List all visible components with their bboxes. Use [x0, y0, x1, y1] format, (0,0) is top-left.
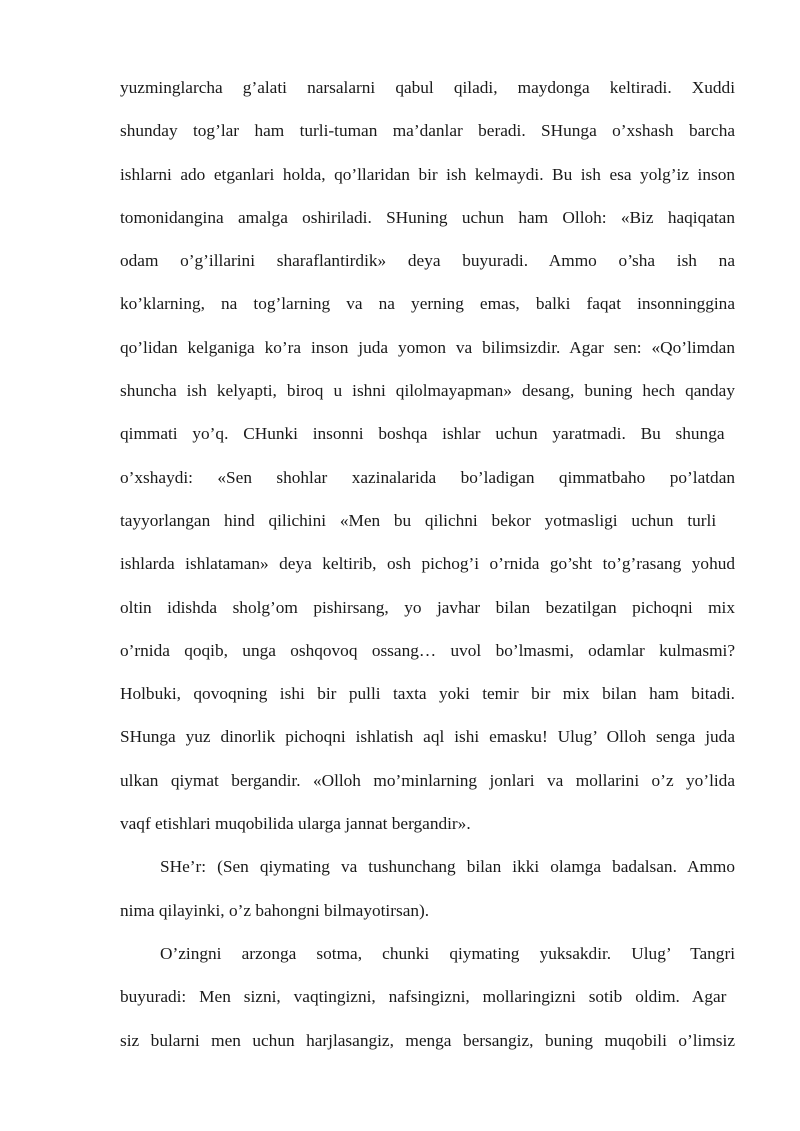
text-line: ulkan qiymat bergandir. «Olloh mo’minlarning jonlari va mollarini o’z yo’lida: [120, 770, 735, 790]
text-line: vaqf etishlari muqobilida ularga jannat bergandir».: [120, 814, 471, 834]
text-line: tomonidangina amalga oshiriladi. SHuning uchun ham Olloh: «Biz haqiqatan: [120, 207, 735, 227]
text-line: shuncha ish kelyapti, biroq u ishni qilolmayapman» desang, buning hech qanday: [120, 381, 735, 401]
text-line: oltin idishda sholg’om pishirsang, yo javhar bilan bezatilgan pichoqni mix: [120, 597, 735, 617]
text-line: ishlarda ishlataman» deya keltirib, osh pichog’i o’rnida go’sht to’g’rasang yohud: [120, 554, 735, 574]
text-line: o’xshaydi: «Sen shohlar xazinalarida bo’ladigan qimmatbaho po’latdan: [120, 467, 735, 487]
text-line: yuzminglarcha g’alati narsalarni qabul qiladi, maydonga keltiradi. Xuddi: [120, 78, 735, 97]
text-line: odam o’g’illarini sharaflantirdik» deya buyuradi. Ammo o’sha ish na: [120, 251, 735, 271]
text-line: shunday tog’lar ham turli-tuman ma’danlar beradi. SHunga o’xshash barcha: [120, 121, 735, 141]
text-line: qimmati yo’q. CHunki insonni boshqa ishlar uchun yaratmadi. Bu shunga: [120, 424, 725, 444]
text-line: siz bularni men uchun harjlasangiz, menga bersangiz, buning muqobili o’limsiz: [120, 1030, 735, 1050]
text-line: SHe’r: (Sen qiymating va tushunchang bilan ikki olamga badalsan. Ammo: [160, 857, 735, 877]
text-line: nima qilayinki, o’z bahongni bilmayotirsan).: [120, 900, 430, 920]
text-line: buyuradi: Men sizni, vaqtingizni, nafsingizni, mollaringizni sotib oldim. Agar: [120, 987, 727, 1007]
text-line: ishlarni ado etganlari holda, qo’llaridan bir ish kelmaydi. Bu ish esa yolg’iz inson: [120, 164, 735, 184]
text-line: ko’klarning, na tog’larning va na yerning emas, balki faqat insonninggina: [120, 294, 735, 314]
text-line: SHunga yuz dinorlik pichoqni ishlatish aql ishi emasku! Ulug’ Olloh senga juda: [120, 727, 735, 747]
text-line: o’rnida qoqib, unga oshqovoq ossang… uvol bo’lmasmi, odamlar kulmasmi?: [120, 640, 735, 660]
text-line: O’zingni arzonga sotma, chunki qiymating yuksakdir. Ulug’ Tangri: [160, 943, 735, 963]
text-line: qo’lidan kelganiga ko’ra inson juda yomon va bilimsizdir. Agar sen: «Qo’limdan: [120, 337, 735, 357]
text-line: Holbuki, qovoqning ishi bir pulli taxta yoki temir bir mix bilan ham bitadi.: [120, 684, 735, 704]
text-line: tayyorlangan hind qilichini «Men bu qilichni bekor yotmasligi uchun turli: [120, 510, 717, 530]
document-page: [120, 66, 735, 1062]
paragraph-3: [120, 932, 735, 1062]
paragraph-2: [120, 845, 735, 932]
paragraph-1: [120, 66, 735, 845]
